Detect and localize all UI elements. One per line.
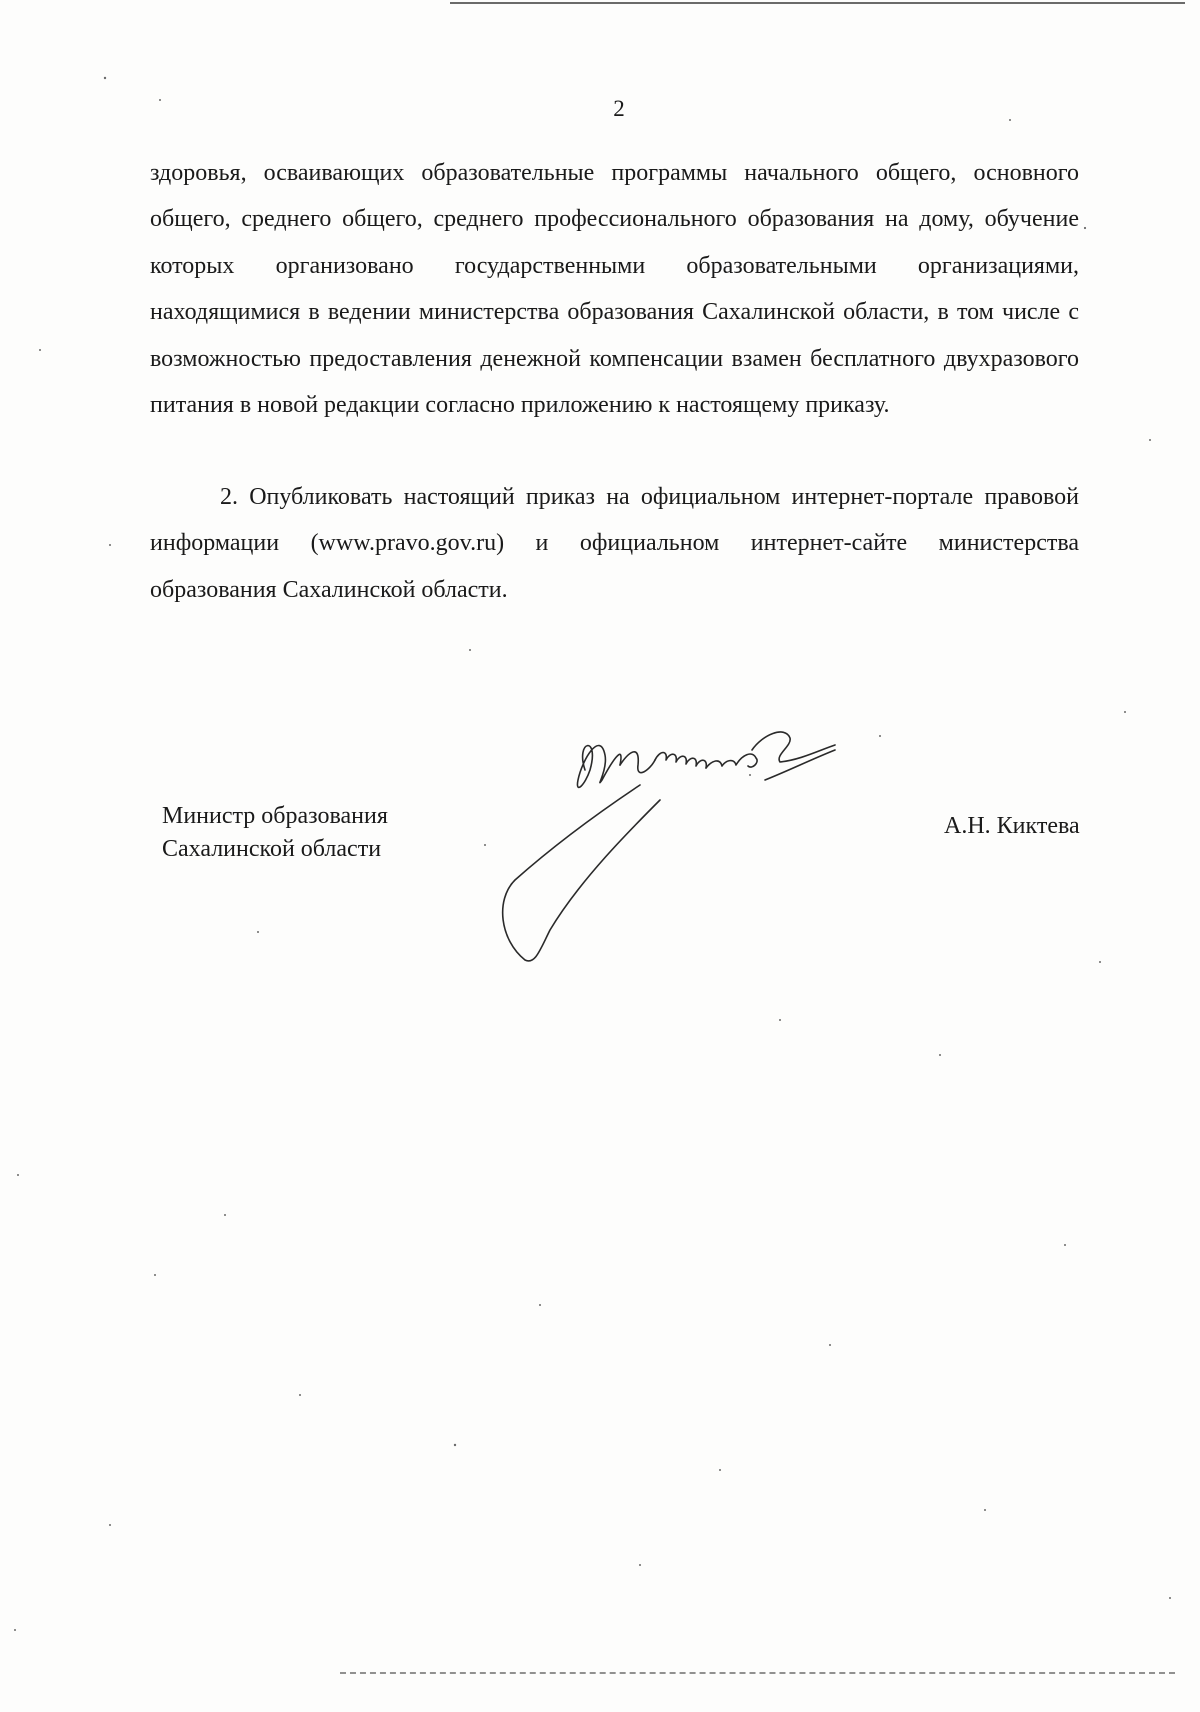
scan-edge-bottom (340, 1672, 1175, 1674)
signer-position-line-2: Сахалинской области (162, 836, 382, 862)
scan-edge-top (450, 2, 1185, 4)
body-paragraph-2: 2. Опубликовать настоящий приказ на официальном интернет-портале правовой информации (www.pravo.gov.ru) и официальном интернет-сайте министерства образования Сахалинской области. (150, 484, 1079, 603)
signer-position (162, 800, 388, 866)
page-number: 2 (613, 96, 625, 121)
signer-position-line-1: Министр образования (162, 803, 388, 829)
handwritten-signature-icon (490, 710, 910, 970)
signer-name: А.Н. Киктева (944, 813, 1080, 839)
body-paragraph-1: здоровья, осваивающих образовательные программы начального общего, основного общего, среднего общего, среднего профессионального образования на дому, обучение которых организовано государственными образовательными организациями, находящимися в ведении министерства образования Сахалинской области, в том числе с возможностью предоставления денежной компенсации взамен бесплатного двухразового питания в новой редакции согласно приложению к настоящему приказу. (150, 160, 1079, 419)
